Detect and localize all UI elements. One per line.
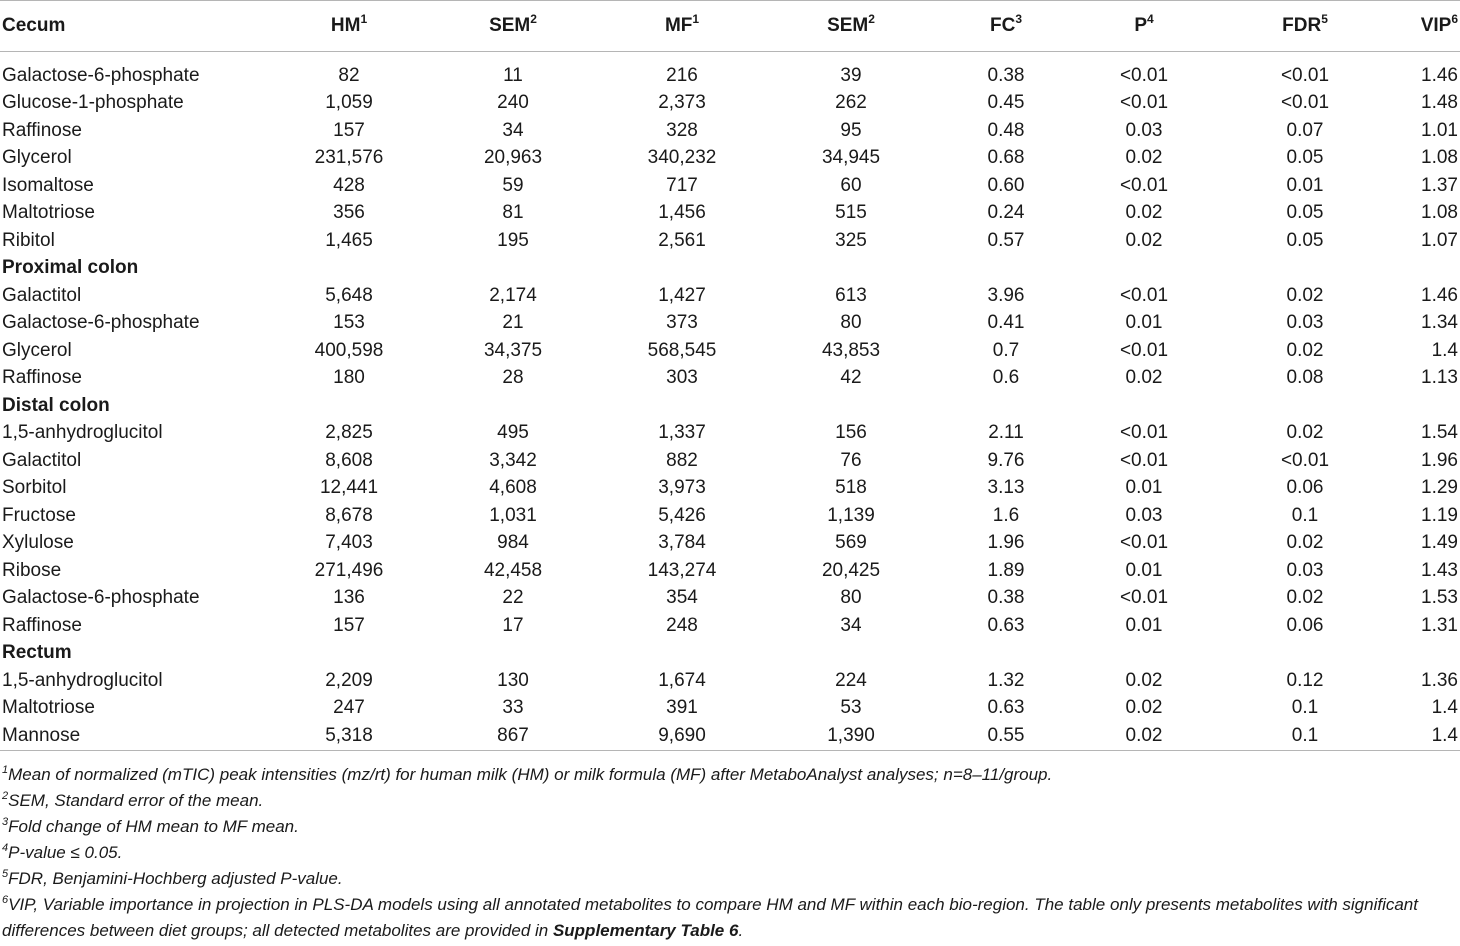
header-section-label: Cecum — [2, 15, 66, 36]
metabolite-name: Mannose — [0, 722, 276, 750]
footnote-3-sup: 3 — [2, 816, 9, 828]
table-row — [0, 420, 1460, 448]
table-cell: 22 — [502, 587, 524, 609]
table-cell: 515 — [835, 202, 867, 224]
table-row — [0, 145, 1460, 173]
table-row — [0, 502, 1460, 530]
table-row — [0, 585, 1460, 613]
table-cell: 3,973 — [658, 477, 706, 499]
table-cell: 1.4 — [1392, 722, 1460, 750]
table-cell: <0.01 — [1119, 174, 1169, 196]
table-cell: 42 — [840, 367, 862, 389]
footnote-4-text: P-value ≤ 0.05. — [8, 843, 123, 862]
metabolite-name: Ribose — [2, 559, 62, 581]
table-cell: 0.01 — [1125, 312, 1163, 334]
table-cell: <0.01 — [1280, 64, 1330, 86]
table-cell: 569 — [835, 532, 867, 554]
metabolite-name: Ribitol — [2, 229, 55, 251]
table-cell: 0.02 — [1286, 339, 1324, 361]
metabolite-name: Maltotriose — [2, 202, 95, 224]
table-cell: 1,139 — [827, 504, 875, 526]
header-hm — [276, 1, 422, 52]
table-cell: 984 — [497, 532, 529, 554]
table-cell: 1.34 — [1421, 312, 1458, 334]
table-cell: 0.68 — [987, 147, 1025, 169]
section-header-rectum — [0, 640, 1460, 668]
table-cell: 1.46 — [1421, 284, 1458, 306]
table-row — [0, 722, 1460, 750]
footnote-6-sup: 6 — [2, 894, 9, 906]
table-cell: 1.07 — [1421, 229, 1458, 251]
table-cell: 0.1 — [1291, 504, 1319, 526]
table-row — [0, 612, 1460, 640]
table-cell: 224 — [835, 669, 867, 691]
table-cell: 2,561 — [658, 229, 706, 251]
table-cell: 1.53 — [1421, 587, 1458, 609]
table-cell: 1.96 — [1421, 449, 1458, 471]
table-cell: 0.03 — [1286, 312, 1324, 334]
table-cell: 1,456 — [658, 202, 706, 224]
section-header-distal — [0, 392, 1460, 420]
footnote-2-text: SEM, Standard error of the mean. — [8, 791, 264, 810]
table-cell: 1.29 — [1421, 477, 1458, 499]
table-cell: 34,945 — [821, 147, 881, 169]
header-sem-2-sup: 2 — [868, 12, 875, 26]
table-cell: 5,318 — [276, 722, 422, 750]
table-cell: 2,825 — [325, 422, 373, 444]
table-cell: 195 — [497, 229, 529, 251]
table-cell: 0.02 — [1125, 202, 1163, 224]
metabolite-name: Raffinose — [2, 119, 82, 141]
header-sem-2 — [760, 1, 942, 52]
table-cell: 216 — [666, 64, 698, 86]
table-cell: 130 — [497, 669, 529, 691]
footnote-4 — [0, 840, 1460, 866]
footnote-1-text: Mean of normalized (mTIC) peak intensities (mz/rt) for human milk (HM) or milk formula (MF) after MetaboAnalyst analyses; n=8–11/group. — [8, 765, 1053, 784]
table-cell: 0.06 — [1286, 614, 1324, 636]
table-cell: 9.76 — [987, 449, 1025, 471]
metabolite-name: Galactitol — [2, 284, 82, 306]
table-cell: 11 — [503, 64, 523, 86]
table-cell: 1.01 — [1421, 119, 1458, 141]
table-cell: 95 — [840, 119, 862, 141]
header-sem-1-sup: 2 — [530, 12, 537, 26]
table-cell: 2,373 — [658, 92, 706, 114]
footnote-1-sup: 1 — [2, 764, 9, 776]
table-cell: 1,390 — [760, 722, 942, 750]
table-cell: 157 — [333, 119, 365, 141]
table-row — [0, 172, 1460, 200]
table-cell: 157 — [333, 614, 365, 636]
table-row — [0, 90, 1460, 118]
table-cell: 1,465 — [325, 229, 373, 251]
table-cell: 33 — [502, 697, 524, 719]
header-p-label: P — [1134, 15, 1147, 36]
table-cell: 136 — [333, 587, 365, 609]
table-cell: 1.32 — [987, 669, 1025, 691]
table-cell: 2.11 — [988, 422, 1024, 444]
table-cell: 568,545 — [647, 339, 717, 361]
table-cell: 3.96 — [987, 284, 1025, 306]
table-cell: 0.02 — [1286, 532, 1324, 554]
table-cell: 8,608 — [325, 449, 373, 471]
table-cell: 1.46 — [1421, 64, 1458, 86]
header-mf-sup: 1 — [692, 12, 700, 26]
table-cell: 12,441 — [319, 477, 379, 499]
table-cell: 34 — [840, 614, 862, 636]
header-fc-sup: 3 — [1015, 12, 1022, 26]
footnote-4-sup: 4 — [2, 842, 9, 854]
table-cell: 82 — [338, 64, 360, 86]
header-fdr-label: FDR — [1282, 15, 1322, 36]
table-cell: 76 — [840, 449, 862, 471]
header-mf-label: MF — [664, 15, 693, 36]
header-p — [1070, 1, 1218, 52]
table-cell: 1,337 — [658, 422, 706, 444]
table-cell: 1,674 — [658, 669, 706, 691]
metabolite-name: Glycerol — [2, 147, 72, 169]
header-fdr-sup: 5 — [1321, 12, 1328, 26]
header-vip-sup: 6 — [1451, 12, 1458, 26]
header-hm-sup: 1 — [360, 12, 368, 26]
table-cell: 8,678 — [325, 504, 373, 526]
header-row — [0, 1, 1460, 52]
table-cell: 9,690 — [604, 722, 760, 750]
table-cell: <0.01 — [1119, 449, 1169, 471]
table-cell: 0.38 — [987, 587, 1025, 609]
table-cell: 143,274 — [647, 559, 717, 581]
table-cell: 495 — [497, 422, 529, 444]
table-cell: 3,342 — [489, 449, 537, 471]
header-section — [0, 1, 276, 52]
header-fc — [942, 1, 1070, 52]
table-cell: 39 — [840, 64, 862, 86]
footnote-6-end: . — [738, 921, 744, 940]
metabolite-name: Raffinose — [2, 367, 82, 389]
table-cell: 0.60 — [987, 174, 1025, 196]
table-cell: 1.4 — [1431, 339, 1458, 361]
table-cell: 2,174 — [489, 284, 537, 306]
metabolite-name: Xylulose — [2, 532, 74, 554]
table-cell: 4,608 — [489, 477, 537, 499]
table-cell: <0.01 — [1119, 92, 1169, 114]
table-cell: 0.06 — [1286, 477, 1324, 499]
table-cell: 0.48 — [987, 119, 1025, 141]
header-vip — [1392, 1, 1460, 52]
table-cell: 328 — [666, 119, 698, 141]
header-spacer — [0, 52, 1460, 63]
table-cell: 1.08 — [1421, 147, 1458, 169]
table-row — [0, 227, 1460, 255]
table-cell: 1.08 — [1421, 202, 1458, 224]
table-cell: 81 — [502, 202, 524, 224]
table-cell: 0.7 — [992, 339, 1020, 361]
table-row — [0, 310, 1460, 338]
table-cell: 1.96 — [987, 532, 1025, 554]
table-cell: 0.05 — [1286, 202, 1324, 224]
table-cell: 356 — [333, 202, 365, 224]
header-fc-label: FC — [989, 15, 1016, 36]
table-cell: 0.02 — [1125, 697, 1163, 719]
table-cell: 0.05 — [1286, 147, 1324, 169]
table-cell: <0.01 — [1119, 587, 1169, 609]
table-cell: 248 — [666, 614, 698, 636]
table-cell: 0.02 — [1286, 284, 1324, 306]
header-sem-2-label: SEM — [827, 15, 869, 36]
table-cell: 0.1 — [1291, 697, 1319, 719]
table-cell: 17 — [502, 614, 524, 636]
table-cell: 7,403 — [325, 532, 373, 554]
table-cell: 0.02 — [1286, 587, 1324, 609]
footnote-3-text: Fold change of HM mean to MF mean. — [8, 817, 299, 836]
table-cell: 3.13 — [987, 477, 1025, 499]
table-cell: 28 — [502, 367, 524, 389]
header-mf — [604, 1, 760, 52]
table-row — [0, 200, 1460, 228]
metabolite-name: Galactitol — [2, 449, 82, 471]
table-cell: 1.19 — [1421, 504, 1458, 526]
table-cell: <0.01 — [1280, 92, 1330, 114]
table-cell: 5,648 — [325, 284, 373, 306]
table-cell: 1.36 — [1421, 669, 1458, 691]
table-cell: 156 — [835, 422, 867, 444]
table-cell: 0.03 — [1286, 559, 1324, 581]
table-cell: 882 — [666, 449, 698, 471]
section-header-proximal — [0, 255, 1460, 283]
table-cell: 0.38 — [987, 64, 1025, 86]
section-label: Proximal colon — [2, 257, 139, 279]
table-cell: <0.01 — [1280, 449, 1330, 471]
table-cell: 153 — [333, 312, 365, 334]
metabolite-name: Raffinose — [2, 614, 82, 636]
table-cell: 262 — [835, 92, 867, 114]
table-cell: 59 — [502, 174, 524, 196]
table-cell: 1.43 — [1421, 559, 1458, 581]
table-cell: 0.63 — [987, 697, 1025, 719]
table-cell: 0.1 — [1218, 722, 1392, 750]
footnote-6 — [0, 892, 1460, 944]
table-cell: 271,496 — [314, 559, 384, 581]
table-cell: 0.24 — [987, 202, 1025, 224]
table-cell: 53 — [840, 697, 862, 719]
table-body — [0, 52, 1460, 751]
footnote-2 — [0, 788, 1460, 814]
table-cell: 354 — [666, 587, 698, 609]
metabolite-name: Galactose-6-phosphate — [2, 64, 200, 86]
section-label: Rectum — [2, 642, 72, 664]
metabolite-name: Galactose-6-phosphate — [2, 312, 200, 334]
metabolite-name: Fructose — [2, 504, 76, 526]
table-row — [0, 667, 1460, 695]
table-cell: 0.02 — [1125, 367, 1163, 389]
table-cell: 0.02 — [1125, 669, 1163, 691]
table-cell: 60 — [840, 174, 862, 196]
footnote-5-text: FDR, Benjamini-Hochberg adjusted P-value. — [8, 869, 343, 888]
table-cell: 1.13 — [1421, 367, 1458, 389]
metabolite-name: Sorbitol — [2, 477, 67, 499]
table-cell: 20,425 — [821, 559, 881, 581]
table-cell: 21 — [502, 312, 524, 334]
footnotes — [0, 762, 1460, 944]
table-cell: 1.49 — [1421, 532, 1458, 554]
header-fdr — [1218, 1, 1392, 52]
table-cell: 867 — [422, 722, 604, 750]
metabolite-name: Glucose-1-phosphate — [2, 92, 184, 114]
table-cell: 0.57 — [987, 229, 1025, 251]
table-cell: 0.01 — [1125, 614, 1163, 636]
table-row — [0, 62, 1460, 90]
table-cell: 80 — [840, 312, 862, 334]
table-cell: 0.03 — [1125, 504, 1163, 526]
metabolite-name: Glycerol — [2, 339, 72, 361]
table-cell: 391 — [666, 697, 698, 719]
section-label: Distal colon — [2, 394, 110, 416]
table-row — [0, 557, 1460, 585]
table-cell: 1,427 — [658, 284, 706, 306]
table-cell: 3,784 — [658, 532, 706, 554]
table-row — [0, 117, 1460, 145]
table-cell: 1.54 — [1421, 422, 1458, 444]
table-cell: 1.48 — [1421, 92, 1458, 114]
footnote-1 — [0, 762, 1460, 788]
table-cell: 1.31 — [1421, 614, 1458, 636]
table-cell: <0.01 — [1119, 532, 1169, 554]
footnote-2-sup: 2 — [2, 790, 9, 802]
table-cell: 180 — [333, 367, 365, 389]
table-cell: 1.37 — [1421, 174, 1458, 196]
table-cell: 80 — [840, 587, 862, 609]
table-cell: 428 — [333, 174, 365, 196]
table-cell: 240 — [497, 92, 529, 114]
table-row — [0, 282, 1460, 310]
header-sem-1-label: SEM — [489, 15, 531, 36]
footnote-6-text: VIP, Variable importance in projection in PLS-DA models using all annotated metabolites to compare HM and MF within each bio-region. The table only presents metabolites with significant differences between diet groups; all detected metabolites are provided in — [2, 895, 1418, 940]
table-cell: 303 — [666, 367, 698, 389]
header-sem-1 — [422, 1, 604, 52]
table-cell: 613 — [835, 284, 867, 306]
table-cell: 1,031 — [489, 504, 537, 526]
table-cell: 2,209 — [325, 669, 373, 691]
table-row — [0, 530, 1460, 558]
table-cell: 0.02 — [1125, 147, 1163, 169]
table-cell: 340,232 — [647, 147, 717, 169]
table-cell: 0.05 — [1286, 229, 1324, 251]
table-cell: 1.89 — [987, 559, 1025, 581]
footnote-5 — [0, 866, 1460, 892]
supplementary-table-link[interactable]: Supplementary Table 6 — [552, 921, 739, 940]
table-cell: 373 — [666, 312, 698, 334]
table-cell: 0.6 — [992, 367, 1020, 389]
table-cell: 231,576 — [314, 147, 384, 169]
table-cell: 0.01 — [1286, 174, 1324, 196]
footnote-5-sup: 5 — [2, 868, 9, 880]
footnote-3 — [0, 814, 1460, 840]
table-cell: 5,426 — [658, 504, 706, 526]
table-cell: 0.03 — [1125, 119, 1163, 141]
metabolite-name: Isomaltose — [2, 174, 94, 196]
table-cell: 0.01 — [1125, 559, 1163, 581]
table-cell: 518 — [835, 477, 867, 499]
table-cell: 1,059 — [325, 92, 373, 114]
table-cell: 400,598 — [314, 339, 384, 361]
table-row — [0, 365, 1460, 393]
table-cell: <0.01 — [1119, 339, 1169, 361]
table-cell: 0.02 — [1070, 722, 1218, 750]
table-cell: 0.45 — [987, 92, 1025, 114]
metabolite-name: 1,5-anhydroglucitol — [2, 669, 163, 691]
table-row — [0, 447, 1460, 475]
table-cell: 20,963 — [483, 147, 543, 169]
header-vip-label: VIP — [1420, 15, 1452, 36]
header-p-sup: 4 — [1147, 12, 1154, 26]
spacer-cell — [0, 52, 1460, 63]
table-cell: 0.02 — [1286, 422, 1324, 444]
table-row — [0, 475, 1460, 503]
header-hm-label: HM — [330, 15, 361, 36]
metabolite-name: Maltotriose — [2, 697, 95, 719]
table-cell: 1.6 — [992, 504, 1020, 526]
table-cell: 0.01 — [1125, 477, 1163, 499]
table-cell: 0.55 — [942, 722, 1070, 750]
table-cell: <0.01 — [1119, 64, 1169, 86]
table-cell: 34,375 — [483, 339, 543, 361]
table-cell: 717 — [666, 174, 698, 196]
table-cell: 1.4 — [1431, 697, 1458, 719]
table-row — [0, 337, 1460, 365]
table-cell: 0.02 — [1125, 229, 1163, 251]
table-cell: 0.41 — [987, 312, 1025, 334]
table-cell: 42,458 — [483, 559, 543, 581]
table-cell: 0.12 — [1286, 669, 1324, 691]
table-cell: 43,853 — [821, 339, 881, 361]
table-cell: <0.01 — [1119, 284, 1169, 306]
table-cell: 34 — [502, 119, 524, 141]
table-cell: 0.08 — [1286, 367, 1324, 389]
table-cell: 325 — [835, 229, 867, 251]
table-cell: 0.63 — [987, 614, 1025, 636]
table-cell: 0.07 — [1286, 119, 1324, 141]
table-cell: 247 — [333, 697, 365, 719]
metabolite-name: 1,5-anhydroglucitol — [2, 422, 163, 444]
table-cell: <0.01 — [1119, 422, 1169, 444]
table-row — [0, 695, 1460, 723]
metabolite-name: Galactose-6-phosphate — [2, 587, 200, 609]
